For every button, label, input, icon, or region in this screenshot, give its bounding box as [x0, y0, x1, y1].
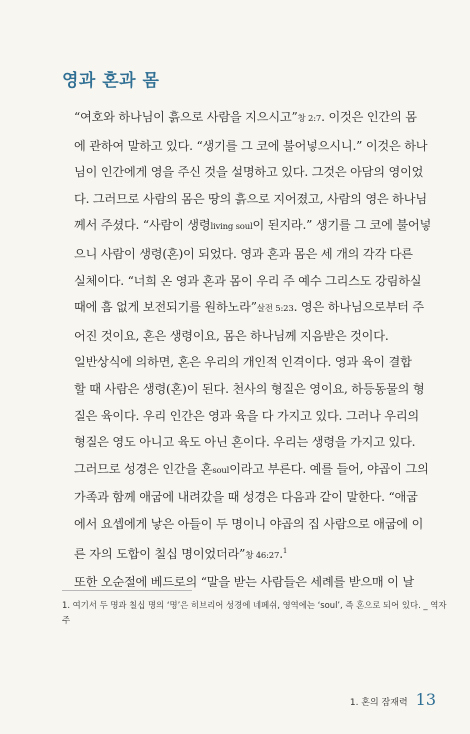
page-number: 13 — [415, 690, 436, 709]
body-text — [62, 104, 454, 596]
text-line: 질은 육이다. 우리 인간은 영과 육을 다 가지고 있다. 그러나 우리의 — [74, 408, 419, 423]
text-line: 때에 흠 없게 보전되기를 원하노라”살전 5:23. 영은 하나님으로부터 주 — [74, 300, 425, 315]
text-line: 어진 것이요, 혼은 생령이요, 몸은 하나님께 지음받은 것이다. — [74, 328, 389, 343]
text-line: 으니 사람이 생령(혼)이 되었다. 영과 혼과 몸은 세 개의 각각 다른 — [74, 246, 413, 261]
text-line: 할 때 사람은 생령(혼)이 된다. 천사의 형질은 영이요, 하등동물의 형 — [74, 381, 425, 396]
scripture-reference: 창 46:27 — [245, 550, 280, 561]
page-footer — [350, 690, 436, 709]
text-line: 른 자의 도합이 칠십 명이었더라”창 46:27.$^1$ — [74, 546, 288, 561]
text-line: 실체이다. “너희 온 영과 혼과 몸이 우리 주 예수 그리스도 강림하실 — [74, 273, 422, 288]
text-line: 에서 요셉에게 낳은 아들이 두 명이니 야곱의 집 사람으로 애굽에 이 — [74, 516, 424, 531]
text-line: 께서 주셨다. “사람이 생령living soul이 된지라.” 생기를 그 코에 불어넣 — [74, 218, 432, 233]
text-line: 일반상식에 의하면, 혼은 우리의 개인적 인격이다. 영과 육이 결합 — [74, 355, 412, 370]
footnote-marker: 1 — [282, 546, 288, 555]
chapter-title: 1. 혼의 잠재력 — [349, 698, 408, 708]
text-line: “여호와 하나님이 흙으로 사람을 지으시고”창 2:7. 이것은 인간의 몸 — [74, 110, 417, 124]
section-heading: 영과 혼과 몸 — [62, 71, 160, 91]
scripture-reference: 살전 5:23 — [256, 304, 294, 315]
paragraph-1 — [62, 104, 454, 349]
text-line: 님이 인간에게 영을 주신 것을 설명하고 있다. 그것은 아담의 영이었 — [74, 165, 424, 180]
text-line: 에 관하여 말하고 있다. “생기를 그 코에 불어넣으시니.” 이것은 하나 — [74, 138, 428, 153]
text-line: 그러므로 성경은 인간을 혼soul이라고 부른다. 예를 들어, 야곱이 그의 — [74, 461, 429, 476]
footnote: 1. 여기서 두 명과 칠십 명의 ‘명’은 히브리어 성경에 네페쉬, 영역에는 ‘soul’, 즉 혼으로 되어 있다. _ 역자 주 — [62, 600, 447, 625]
paragraph-3 — [62, 569, 454, 596]
scripture-reference: 창 2:7 — [297, 114, 322, 124]
text-line: 형질은 영도 아니고 육도 아닌 혼이다. 우리는 생령을 가지고 있다. — [74, 435, 416, 450]
text-line: 또한 오순절에 베드로의 “말을 받는 사람들은 세례를 받으매 이 날 — [74, 575, 414, 590]
paragraph-2 — [62, 349, 454, 569]
english-gloss: living soul — [210, 222, 253, 233]
text-line: 다. 그러므로 사람의 몸은 땅의 흙으로 지어졌고, 사람의 영은 하나님 — [74, 191, 427, 206]
english-gloss: soul — [212, 465, 230, 476]
text-line: 가족과 함께 애굽에 내려갔을 때 성경은 다음과 같이 말한다. “애굽 — [74, 490, 418, 505]
footnote-divider — [62, 590, 192, 591]
